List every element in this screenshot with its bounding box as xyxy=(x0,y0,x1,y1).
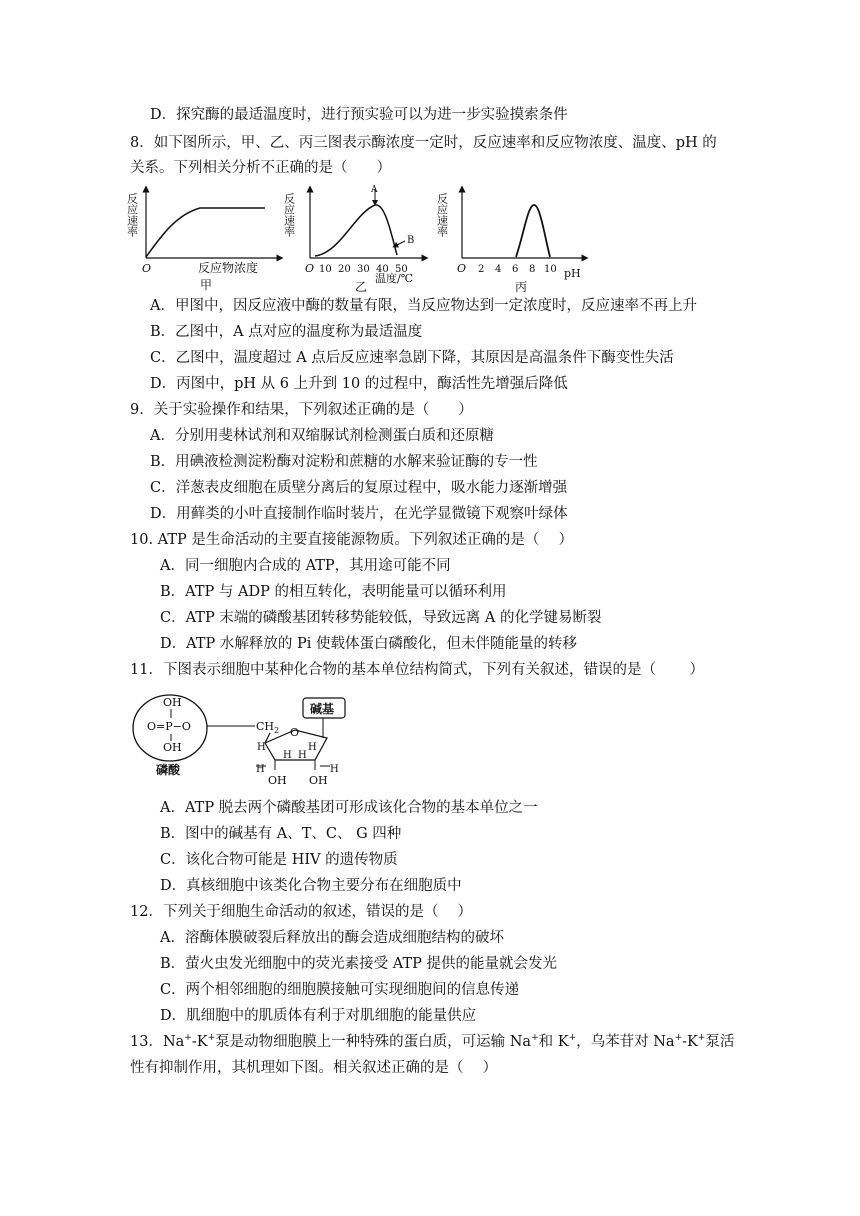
yi-curve xyxy=(315,205,397,256)
q11-option-b: B．图中的碱基有 A、T、C、 G 四种 xyxy=(160,826,402,842)
q13-stem-line2: 性有抑制作用，其机理如下图。相关叙述正确的是（ ） xyxy=(130,1060,498,1076)
q8-stem-line2: 关系。下列相关分析不正确的是（ ） xyxy=(130,160,391,176)
yi-tick-20: 20 xyxy=(338,264,351,275)
yi-tick-50: 50 xyxy=(395,264,408,275)
q10-stem: 10. ATP 是生命活动的主要直接能源物质。下列叙述正确的是（ ） xyxy=(130,532,573,548)
q7-option-d: D．探究酶的最适温度时，进行预实验可以为进一步实验摸索条件 xyxy=(150,107,568,123)
ring-oh-left: OH xyxy=(268,774,287,787)
q9-stem: 9．关于实验操作和结果，下列叙述正确的是（ ） xyxy=(130,402,473,418)
q11-option-c: C．该化合物可能是 HIV 的遗传物质 xyxy=(160,852,398,868)
q10-option-c: C．ATP 末端的磷酸基团转移势能较低，导致远离 A 的化学键易断裂 xyxy=(160,610,602,626)
yi-xlabel: 温度/℃ xyxy=(375,272,414,285)
q9-option-c: C．洋葱表皮细胞在质壁分离后的复原过程中，吸水能力逐渐增强 xyxy=(150,480,568,496)
phosphate-oh-top: OH xyxy=(163,696,182,709)
q11-stem: 11．下图表示细胞中某种化合物的基本单位结构简式，下列有关叙述，错误的是（ ） xyxy=(130,662,705,678)
q12-option-c: C．两个相邻细胞的细胞膜接触可实现细胞间的信息传递 xyxy=(160,982,520,998)
ring-h-1: H xyxy=(257,742,266,753)
bing-curve xyxy=(516,205,550,257)
figure-jia xyxy=(125,183,285,293)
jia-caption: 甲 xyxy=(200,278,213,292)
ring-h-3: H xyxy=(283,750,292,761)
yi-tick-10: 10 xyxy=(319,264,332,275)
q11-option-d: D．真核细胞中该类化合物主要分布在细胞质中 xyxy=(160,878,462,894)
q12-option-d: D．肌细胞中的肌质体有利于对肌细胞的能量供应 xyxy=(160,1008,477,1024)
jia-xlabel: 反应物浓度 xyxy=(198,261,259,275)
ring-h-2: H xyxy=(308,742,317,753)
bing-xlabel: pH xyxy=(564,267,581,280)
q11-option-a: A．ATP 脱去两个磷酸基团可形成该化合物的基本单位之一 xyxy=(160,800,538,816)
yi-caption: 乙 xyxy=(355,280,368,294)
nucleotide-figure xyxy=(130,688,370,794)
ring-oh-right: OH xyxy=(309,774,328,787)
figure-bing xyxy=(435,183,590,294)
bing-tick-4: 4 xyxy=(495,264,502,275)
yi-origin: O xyxy=(305,262,315,275)
jia-curve xyxy=(146,208,265,257)
q8-stem-line1: 8．如下图所示，甲、乙、丙三图表示酶浓度一定时，反应速率和反应物浓度、温度、pH 的 xyxy=(130,135,717,151)
jia-ylabel: 反应速率 xyxy=(125,193,139,237)
yi-tick-30: 30 xyxy=(357,264,370,275)
q8-option-c: C．乙图中，温度超过 A 点后反应速率急剧下降，其原因是高温条件下酶变性失活 xyxy=(150,350,674,366)
bing-ylabel: 反应速率 xyxy=(435,193,449,237)
q13-stem-line1: 13．Na+-K+泵是动物细胞膜上一种特殊的蛋白质，可运输 Na+和 K+，乌苯苷对 Na+-K+泵活 xyxy=(130,1033,735,1050)
q12-stem: 12．下列关于细胞生命活动的叙述，错误的是（ ） xyxy=(130,904,473,920)
ring-h-5: H xyxy=(256,764,265,775)
yi-point-b: B xyxy=(407,235,415,246)
q9-option-d: D．用藓类的小叶直接制作临时装片，在光学显微镜下观察叶绿体 xyxy=(150,506,568,522)
bing-tick-10: 10 xyxy=(544,264,557,275)
figure-yi xyxy=(282,183,435,294)
yi-ylabel: 反应速率 xyxy=(282,193,296,237)
bing-tick-6: 6 xyxy=(512,264,519,275)
phosphate-oh-bottom: OH xyxy=(163,741,182,754)
bing-origin: O xyxy=(457,262,467,275)
q12-option-a: A．溶酶体膜破裂后释放出的酶会造成细胞结构的破坏 xyxy=(160,930,504,946)
ring-h-4: H xyxy=(298,750,307,761)
q8-option-b: B．乙图中，A 点对应的温度称为最适温度 xyxy=(150,324,423,340)
ch2-group: $CH_2$ xyxy=(256,720,280,735)
jia-origin: O xyxy=(142,262,152,275)
q9-option-a: A．分别用斐林试剂和双缩脲试剂检测蛋白质和还原糖 xyxy=(150,428,494,444)
yi-tick-40: 40 xyxy=(376,264,389,275)
q12-option-b: B．萤火虫发光细胞中的荧光素接受 ATP 提供的能量就会发光 xyxy=(160,956,557,972)
phosphate-label: 磷酸 xyxy=(156,763,181,777)
bing-tick-2: 2 xyxy=(478,264,485,275)
bing-tick-8: 8 xyxy=(529,264,536,275)
base-label: 碱基 xyxy=(310,702,335,716)
ring-h-6: H xyxy=(330,764,339,775)
q9-option-b: B．用碘液检测淀粉酶对淀粉和蔗糖的水解来验证酶的专一性 xyxy=(150,454,538,470)
ring-oxygen: O xyxy=(290,726,300,739)
q8-option-d: D．丙图中，pH 从 6 上升到 10 的过程中，酶活性先增强后降低 xyxy=(150,376,568,392)
q10-option-a: A．同一细胞内合成的 ATP，其用途可能不同 xyxy=(160,558,451,574)
phosphate-p-row: O=P−O xyxy=(147,720,191,733)
q8-option-a: A．甲图中，因反应液中酶的数量有限，当反应物达到一定浓度时，反应速率不再上升 xyxy=(150,298,697,314)
q10-option-d: D．ATP 水解释放的 Pi 使载体蛋白磷酸化，但未伴随能量的转移 xyxy=(160,636,577,652)
yi-point-a: A xyxy=(371,185,378,195)
q10-option-b: B．ATP 与 ADP 的相互转化，表明能量可以循环利用 xyxy=(160,584,507,600)
bing-caption: 丙 xyxy=(515,280,528,294)
